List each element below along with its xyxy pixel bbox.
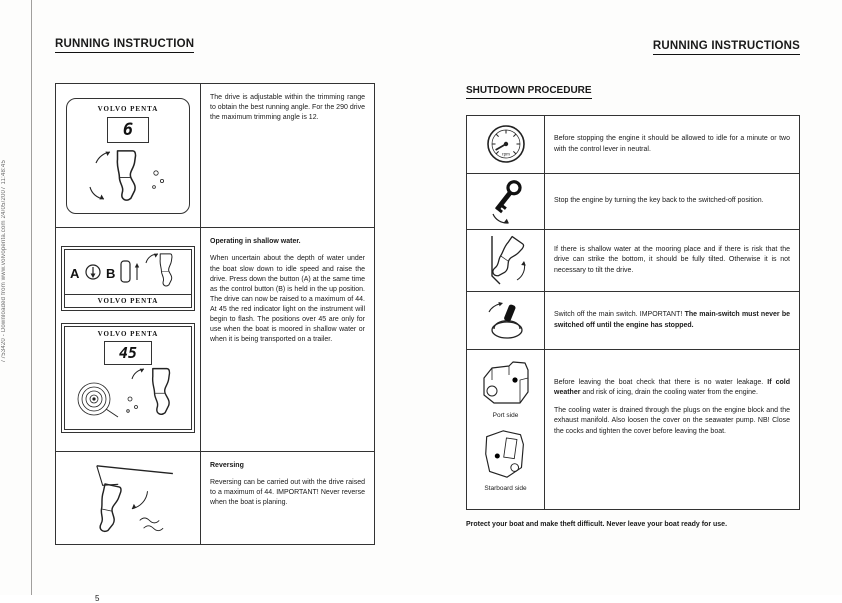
right-page-title: RUNNING INSTRUCTIONS — [466, 40, 800, 55]
shutdown-table — [466, 115, 800, 510]
volvo-penta-logo: VOLVO PENTA — [97, 330, 159, 339]
left-page-title: RUNNING INSTRUCTION — [55, 38, 375, 53]
shallow-water-row — [56, 228, 374, 452]
main-switch-icon-cell — [467, 292, 545, 349]
shallow-heading: Operating in shallow water. — [210, 238, 301, 246]
trim-text-cell — [201, 84, 374, 227]
shallow-text: When uncertain about the depth of water under the boat slow down to idle speed and raise the drive. Press down the button (A) at the same time as the control button (B) is held in the up position. The drive can now be raised to a maximum of 44. At 45 the red indicator light on the instrument will begin to flash. The positions over 45 are only for use when the boat is moored in shallow water or when it is being transported on a trailer. — [210, 255, 365, 344]
drain-text-cell — [545, 350, 799, 509]
main-switch-text-cell — [545, 292, 799, 349]
drain-row — [467, 350, 799, 509]
idle-text: Before stopping the engine it should be allowed to idle for a minute or two with the control lever in neutral. — [554, 135, 790, 153]
drain-text-2: The cooling water is drained through the plugs on the engine block and the exhaust manifold. Also loosen the cover on the seawater pump. NB! Close the cocks and tighten the cover before leaving the boat. — [554, 407, 790, 435]
main-switch-text: Switch off the main switch. IMPORTANT! The main-switch must never be switched off until the engine has stopped. — [554, 311, 791, 329]
left-instruction-table — [55, 83, 375, 545]
shallow-angle-display-frame — [104, 341, 152, 365]
left-page — [55, 38, 375, 603]
trim-angle-display: 6 — [122, 119, 134, 140]
shutdown-procedure-heading: SHUTDOWN PROCEDURE — [466, 85, 800, 99]
scan-margin-text: 7753420 - Downloaded from www.volvopenta.com 24/05/2007 11:48:45 — [1, 160, 7, 363]
drive-trim-illustration — [74, 147, 182, 209]
idle-icon-cell — [467, 116, 545, 173]
ignition-key-icon — [486, 178, 526, 226]
key-icon-cell — [467, 174, 545, 229]
reversing-row — [56, 452, 374, 544]
svg-text:rpm: rpm — [501, 151, 510, 156]
trim-figure-cell — [56, 84, 201, 227]
tilt-text-cell — [545, 230, 799, 291]
tilt-icon-cell — [467, 230, 545, 291]
button-a-label: A — [70, 266, 80, 282]
tilt-text: If there is shallow water at the mooring place and if there is risk that the drive can strike the bottom, it should be fully tilted. Otherwise it is not necessary to tilt the drive. — [554, 246, 790, 274]
drain-text-1: Before leaving the boat check that there is no water leakage. If cold weather and risk of icing, drain the cooling water from the engine. — [554, 379, 790, 397]
port-engine-icon — [477, 358, 535, 410]
reversing-heading: Reversing — [210, 462, 244, 469]
shallow-text-cell — [201, 228, 374, 451]
trim-text: The drive is adjustable within the trimming range to obtain the best running angle. For the 290 drive the maximum trimming angle is 12. — [210, 94, 365, 122]
idle-text-cell — [545, 116, 799, 173]
key-off-text-cell — [545, 174, 799, 229]
reversing-text: Reversing can be carried out with the drive raised to a maximum of 44. IMPORTANT! Never reverse when the boat is planing. — [210, 479, 365, 507]
port-side-label: Port side — [492, 412, 519, 419]
tilted-drive-icon — [483, 232, 529, 290]
right-page — [466, 40, 800, 531]
engine-icons-cell — [467, 350, 545, 509]
main-switch-bold-text: The main-switch must never be switched off until the engine has stopped. — [554, 311, 791, 329]
reversing-text-cell — [201, 452, 374, 544]
main-switch-icon — [483, 300, 529, 342]
trim-angle-display-frame — [107, 117, 149, 143]
shallow-controls-figure — [64, 249, 192, 308]
main-switch-row — [467, 292, 799, 350]
page-number: 5 — [95, 594, 100, 603]
shallow-figure-cell — [56, 228, 201, 451]
trim-instrument-figure — [66, 98, 190, 214]
cold-weather-bold-text: If cold weather — [554, 379, 790, 397]
shallow-instrument-figure — [64, 326, 192, 430]
volvo-penta-logo: VOLVO PENTA — [65, 294, 191, 307]
rpm-gauge-icon — [482, 122, 530, 168]
raised-drive-illustration — [68, 365, 188, 427]
reversing-figure-cell — [56, 452, 201, 544]
trim-row — [56, 84, 374, 228]
idle-row — [467, 116, 799, 174]
tilt-row — [467, 230, 799, 292]
key-off-text: Stop the engine by turning the key back to the switched-off position. — [554, 197, 764, 205]
theft-warning-text: Protect your boat and make theft difficult. Never leave your boat ready for use. — [466, 521, 728, 528]
scan-edge-line — [31, 0, 32, 595]
button-b-label: B — [106, 266, 116, 282]
volvo-penta-logo: VOLVO PENTA — [97, 104, 159, 113]
starboard-side-label: Starboard side — [484, 485, 527, 492]
starboard-engine-icon — [477, 427, 535, 483]
shallow-water-controls-illustration — [66, 250, 190, 294]
key-off-row — [467, 174, 799, 230]
reversing-drive-illustration — [78, 458, 178, 538]
shallow-angle-display: 45 — [118, 344, 138, 363]
